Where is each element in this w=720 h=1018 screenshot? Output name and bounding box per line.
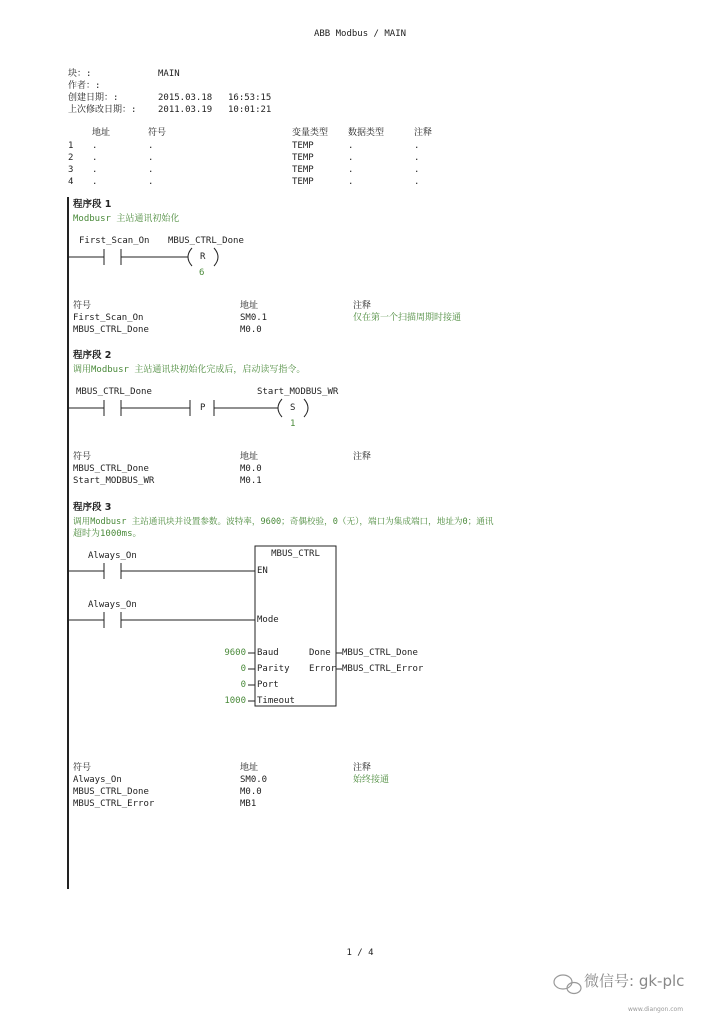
- symbol-header-address: 地址: [240, 763, 259, 773]
- var-row-data-type: .: [348, 177, 354, 187]
- coil-label: Start_MODBUS_WR: [257, 387, 339, 397]
- var-row-num: 3: [68, 165, 74, 175]
- contact-label: MBUS_CTRL_Done: [76, 387, 152, 397]
- var-row-comment: .: [414, 153, 420, 163]
- pin-error: Error: [309, 664, 337, 674]
- created-label: 创建日期：:: [68, 93, 119, 103]
- block-name: MBUS_CTRL: [271, 549, 320, 559]
- contact-label: First_Scan_On: [79, 236, 150, 246]
- symbol-address: MB1: [240, 799, 257, 809]
- var-header-var-type: 变量类型: [292, 128, 329, 138]
- network-1-comment: Modbusr 主站通讯初始化: [73, 214, 180, 224]
- output-error: MBUS_CTRL_Error: [342, 664, 424, 674]
- var-row-num: 2: [68, 153, 74, 163]
- symbol-address: SM0.1: [240, 313, 268, 323]
- author-label: 作者：:: [68, 81, 101, 91]
- var-row-address: .: [92, 141, 98, 151]
- pin-timeout: Timeout: [257, 696, 295, 706]
- var-row-type: TEMP: [292, 141, 314, 151]
- var-row-data-type: .: [348, 141, 354, 151]
- baud-value: 9600: [224, 648, 246, 658]
- timeout-value: 1000: [224, 696, 246, 706]
- symbol-note: 仅在第一个扫描周期时接通: [353, 313, 462, 323]
- var-row-symbol: .: [148, 165, 154, 175]
- var-row-address: .: [92, 177, 98, 187]
- var-row-address: .: [92, 153, 98, 163]
- page-header-title: ABB Modbus / MAIN: [313, 29, 407, 39]
- var-row-num: 4: [68, 177, 74, 187]
- symbol-header-note: 注释: [353, 452, 372, 462]
- symbol-header-note: 注释: [353, 301, 372, 311]
- var-header-address: 地址: [92, 128, 111, 138]
- symbol-name: MBUS_CTRL_Done: [73, 325, 149, 335]
- symbol-name: MBUS_CTRL_Error: [73, 799, 155, 809]
- pin-mode: Mode: [257, 615, 279, 625]
- network-3-comment-line2: 超时为1000ms。: [73, 529, 142, 539]
- pin-port: Port: [257, 680, 279, 690]
- modified-time: 10:01:21: [228, 105, 272, 115]
- coil-count: 6: [199, 268, 205, 278]
- parity-value: 0: [240, 664, 246, 674]
- port-value: 0: [240, 680, 246, 690]
- var-header-comment: 注释: [414, 128, 433, 138]
- symbol-header-symbol: 符号: [73, 301, 92, 311]
- var-row-type: TEMP: [292, 165, 314, 175]
- symbol-header-address: 地址: [240, 301, 259, 311]
- symbol-address: SM0.0: [240, 775, 268, 785]
- wechat-id: 微信号: gk-plc: [584, 972, 685, 990]
- network-3-comment-line1: 调用Modbusr 主站通讯块并设置参数。波特率，9600；奇偶校验，0（无），端口为集成端口，地址为0；通讯: [73, 517, 494, 527]
- symbol-address: M0.0: [240, 325, 262, 335]
- network-2-comment: 调用Modbusr 主站通讯块初始化完成后，启动读写指令。: [73, 365, 306, 375]
- var-row-symbol: .: [148, 153, 154, 163]
- coil-label: MBUS_CTRL_Done: [168, 236, 244, 246]
- network-1-title: 程序段 1: [73, 199, 112, 210]
- var-row-type: TEMP: [292, 177, 314, 187]
- coil-type: R: [200, 252, 206, 262]
- pin-baud: Baud: [257, 648, 279, 658]
- symbol-header-address: 地址: [240, 452, 259, 462]
- symbol-header-note: 注释: [353, 763, 372, 773]
- created-time: 16:53:15: [228, 93, 272, 103]
- symbol-address: M0.1: [240, 476, 262, 486]
- page-number: 1 / 4: [346, 948, 374, 958]
- modified-date: 2011.03.19: [158, 105, 213, 115]
- block-label: 块：:: [68, 69, 92, 79]
- var-row-symbol: .: [148, 177, 154, 187]
- symbol-address: M0.0: [240, 464, 262, 474]
- symbol-note: 始终接通: [353, 775, 390, 785]
- contact-en-label: Always_On: [88, 551, 137, 561]
- created-date: 2015.03.18: [158, 93, 213, 103]
- symbol-name: Always_On: [73, 775, 122, 785]
- symbol-name: Start_MODBUS_WR: [73, 476, 155, 486]
- var-row-num: 1: [68, 141, 74, 151]
- symbol-header-symbol: 符号: [73, 452, 92, 462]
- var-header-data-type: 数据类型: [348, 128, 385, 138]
- symbol-name: First_Scan_On: [73, 313, 144, 323]
- network-3-title: 程序段 3: [73, 502, 112, 513]
- pin-parity: Parity: [257, 664, 290, 674]
- var-row-data-type: .: [348, 153, 354, 163]
- contact-mode-label: Always_On: [88, 600, 137, 610]
- symbol-address: M0.0: [240, 787, 262, 797]
- var-row-data-type: .: [348, 165, 354, 175]
- output-done: MBUS_CTRL_Done: [342, 648, 418, 658]
- coil-type: S: [290, 403, 296, 413]
- var-row-comment: .: [414, 177, 420, 187]
- symbol-name: MBUS_CTRL_Done: [73, 464, 149, 474]
- var-row-comment: .: [414, 141, 420, 151]
- edge-type: P: [200, 403, 206, 413]
- network-2-title: 程序段 2: [73, 350, 112, 361]
- var-row-type: TEMP: [292, 153, 314, 163]
- symbol-name: MBUS_CTRL_Done: [73, 787, 149, 797]
- block-value: MAIN: [158, 69, 180, 79]
- var-row-symbol: .: [148, 141, 154, 151]
- var-row-comment: .: [414, 165, 420, 175]
- coil-count: 1: [290, 419, 296, 429]
- var-row-address: .: [92, 165, 98, 175]
- symbol-header-symbol: 符号: [73, 763, 92, 773]
- pin-en: EN: [257, 566, 268, 576]
- var-header-symbol: 符号: [148, 128, 167, 138]
- site-url: www.diangon.com: [628, 1006, 684, 1013]
- modified-label: 上次修改日期：:: [68, 105, 137, 115]
- pin-done: Done: [309, 648, 331, 658]
